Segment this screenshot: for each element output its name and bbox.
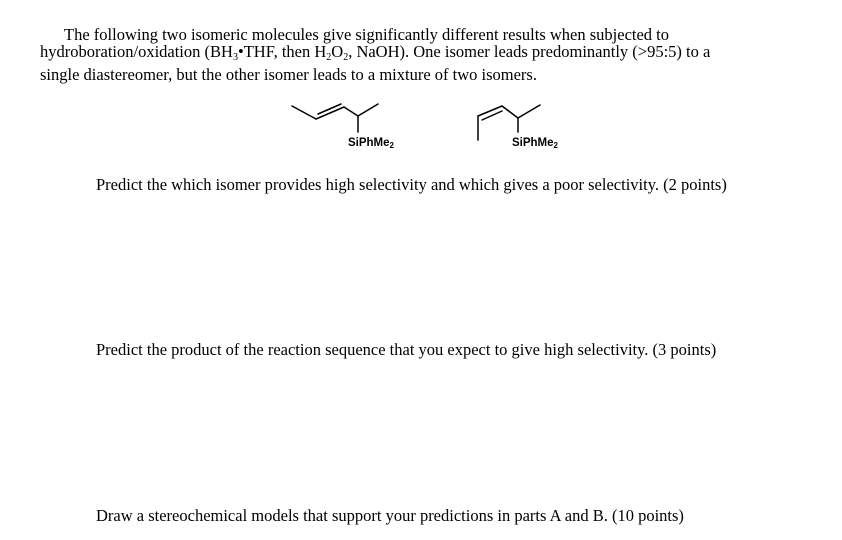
intro-line-2-part-b: •THF, then H — [237, 42, 327, 61]
intro-line-2-part-a: hydroboration/oxidation (BH — [40, 42, 233, 61]
molecule-structures — [0, 96, 842, 160]
intro-line-1: The following two isomeric molecules give significantly different results when subjected to — [64, 25, 670, 44]
molecule-2-skeleton — [478, 105, 540, 140]
question-a: Predict the which isomer provides high selectivity and which gives a poor selectivity. (2 points) — [96, 175, 727, 194]
question-b: Predict the product of the reaction sequence that you expect to give high selectivity. (3 points) — [96, 340, 717, 359]
molecule-1-skeleton — [292, 104, 378, 132]
intro-line-3: single diastereomer, but the other isomer leads to a mixture of two isomers. — [40, 65, 537, 84]
intro-line-2 — [40, 43, 830, 66]
skeletal-structures-svg — [0, 96, 842, 160]
molecule-1-silyl-label: SiPhMe$_2$ — [348, 137, 394, 150]
intro-paragraph — [40, 26, 830, 83]
question-c: Draw a stereochemical models that support your predictions in parts A and B. (10 points) — [96, 506, 684, 525]
molecule-2-silyl-label: SiPhMe$_2$ — [512, 137, 558, 150]
intro-line-2-part-d: , NaOH). One isomer leads predominantly (>95:5) to a — [348, 42, 711, 61]
intro-line-2-part-c: O — [331, 42, 344, 61]
h2-subscript: 2 — [326, 52, 332, 63]
bh3-subscript: 3 — [232, 52, 238, 63]
o2-subscript: 2 — [343, 52, 349, 63]
